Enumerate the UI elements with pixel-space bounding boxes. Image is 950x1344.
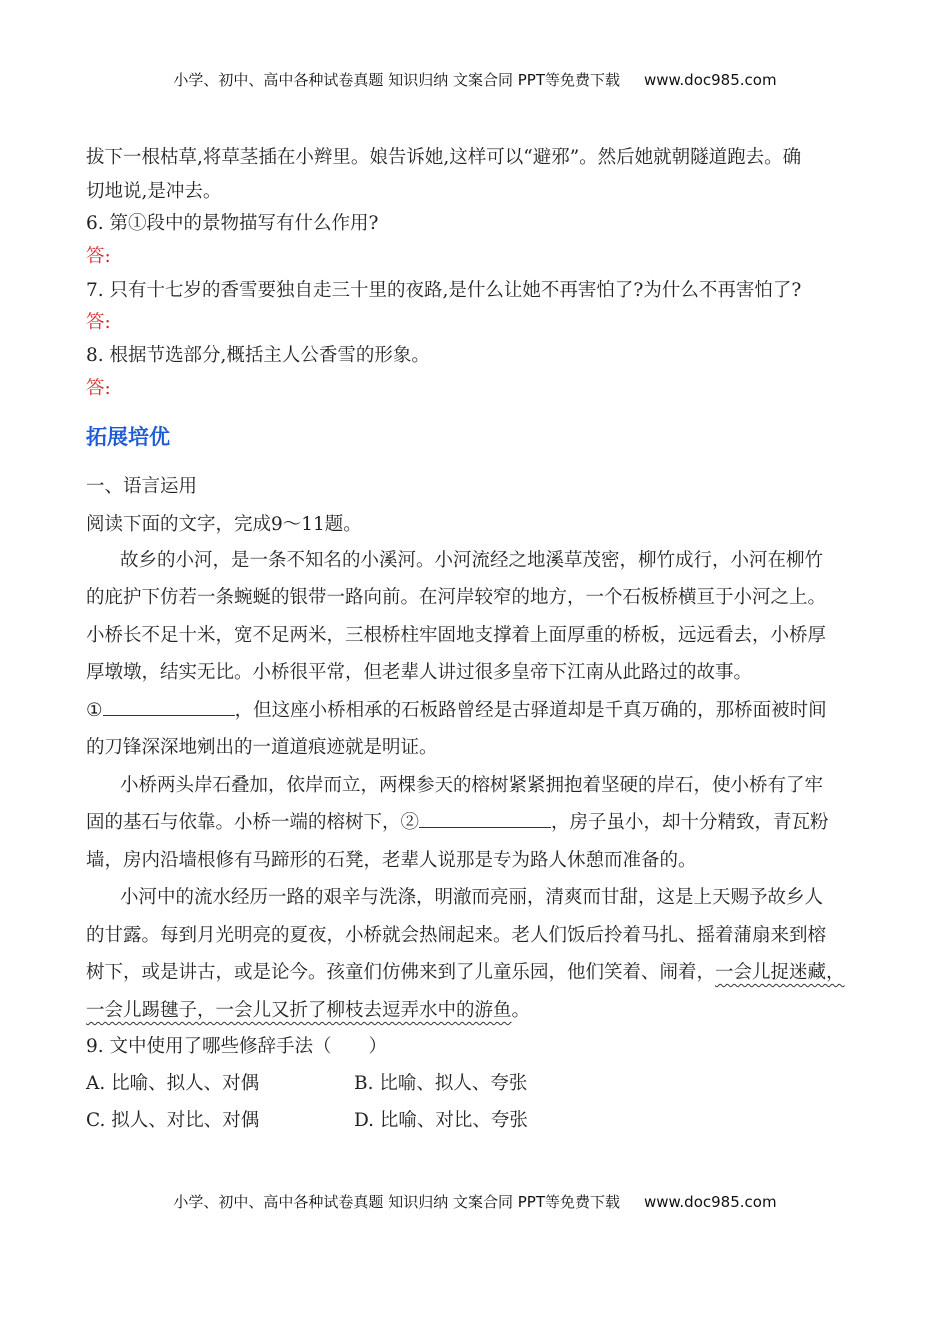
passage-text: ，房子虽小，却十分精致，青瓦粉 — [551, 812, 829, 833]
footer-text: 小学、初中、高中各种试卷真题 知识归纳 文案合同 PPT等免费下载 — [173, 1193, 620, 1211]
option-a[interactable]: A. 比喻、拟人、对偶 — [86, 1073, 260, 1094]
answer-8-label: 答: — [86, 378, 111, 399]
passage-line: 小桥两头岸石叠加，依岸而立，两棵参天的榕树紧紧拥抱着坚硬的岸石，使小桥有了牢 — [120, 775, 824, 796]
passage-line — [86, 958, 866, 984]
continuation-line-1: 拔下一根枯草,将草茎插在小辫里。娘告诉她,这样可以“避邪”。然后她就朝隧道跑去。确 — [86, 147, 802, 168]
answer-6-label: 答: — [86, 246, 111, 267]
passage-line: 厚墩墩，结实无比。小桥很平常，但老辈人讲过很多皇帝下江南从此路过的故事。 — [86, 662, 753, 683]
page-footer — [0, 1191, 950, 1212]
passage-line: 的刀锋深深地剜出的一道道痕迹就是明证。 — [86, 737, 438, 758]
passage-line: 小河中的流水经历一路的艰辛与洗涤，明澈而亮丽，清爽而甘甜，这是上天赐予故乡人 — [120, 887, 824, 908]
blank-1-number: ① — [86, 700, 103, 721]
section-intro: 阅读下面的文字，完成9～11题。 — [86, 514, 362, 535]
continuation-line-2: 切地说,是冲去。 — [86, 181, 222, 202]
section-subtitle: 一、语言运用 — [86, 476, 198, 497]
answer-7-label: 答: — [86, 312, 111, 333]
wavy-underlined-text: 一会儿踢毽子，一会儿又折了柳枝去逗弄水中的游鱼 — [86, 1000, 512, 1021]
page-header — [0, 69, 950, 90]
footer-url[interactable]: www.doc985.com — [643, 1193, 777, 1211]
question-9: 9. 文中使用了哪些修辞手法（ ） — [86, 1036, 388, 1057]
passage-line: 的甘露。每到月光明亮的夏夜，小桥就会热闹起来。老人们饭后拎着马扎、摇着蒲扇来到榕 — [86, 925, 827, 946]
question-8: 8. 根据节选部分,概括主人公香雪的形象。 — [86, 345, 430, 366]
header-url[interactable]: www.doc985.com — [643, 71, 777, 89]
passage-line: 故乡的小河，是一条不知名的小溪河。小河流经之地溪草茂密，柳竹成行，小河在柳竹 — [120, 550, 824, 571]
passage-line-blank-1 — [86, 696, 866, 722]
question-7: 7. 只有十七岁的香雪要独自走三十里的夜路,是什么让她不再害怕了?为什么不再害怕了? — [86, 280, 802, 301]
passage-line: 的庇护下仿若一条蜿蜒的银带一路向前。在河岸较窄的地方，一个石板桥横亘于小河之上。 — [86, 587, 827, 608]
passage-text: 树下，或是讲古，或是论今。孩童们仿佛来到了儿童乐园，他们笑着、闹着， — [86, 962, 716, 983]
blank-2-number: ② — [400, 812, 420, 833]
option-c[interactable]: C. 拟人、对比、对偶 — [86, 1110, 260, 1131]
passage-line-blank-2 — [86, 808, 866, 834]
passage-text: ，但这座小桥相承的石板路曾经是古驿道却是千真万确的，那桥面被时间 — [234, 700, 827, 721]
passage-text: 。 — [511, 1000, 531, 1021]
passage-line: 墙，房内沿墙根修有马蹄形的石凳，老辈人说那是专为路人休憩而准备的。 — [86, 850, 697, 871]
option-d[interactable]: D. 比喻、对比、夸张 — [354, 1110, 528, 1131]
header-text: 小学、初中、高中各种试卷真题 知识归纳 文案合同 PPT等免费下载 — [173, 71, 620, 89]
section-title: 拓展培优 — [86, 425, 170, 449]
option-b[interactable]: B. 比喻、拟人、夸张 — [354, 1073, 528, 1094]
blank-1 — [103, 697, 235, 716]
wavy-underlined-text: 一会儿捉迷藏， — [715, 962, 845, 983]
passage-line: 小桥长不足十米，宽不足两米，三根桥柱牢固地支撑着上面厚重的桥板，远远看去，小桥厚 — [86, 625, 827, 646]
blank-2 — [419, 809, 551, 828]
passage-line — [86, 996, 866, 1022]
passage-text: 固的基石与依靠。小桥一端的榕树下， — [86, 812, 401, 833]
question-6: 6. 第①段中的景物描写有什么作用? — [86, 213, 379, 234]
